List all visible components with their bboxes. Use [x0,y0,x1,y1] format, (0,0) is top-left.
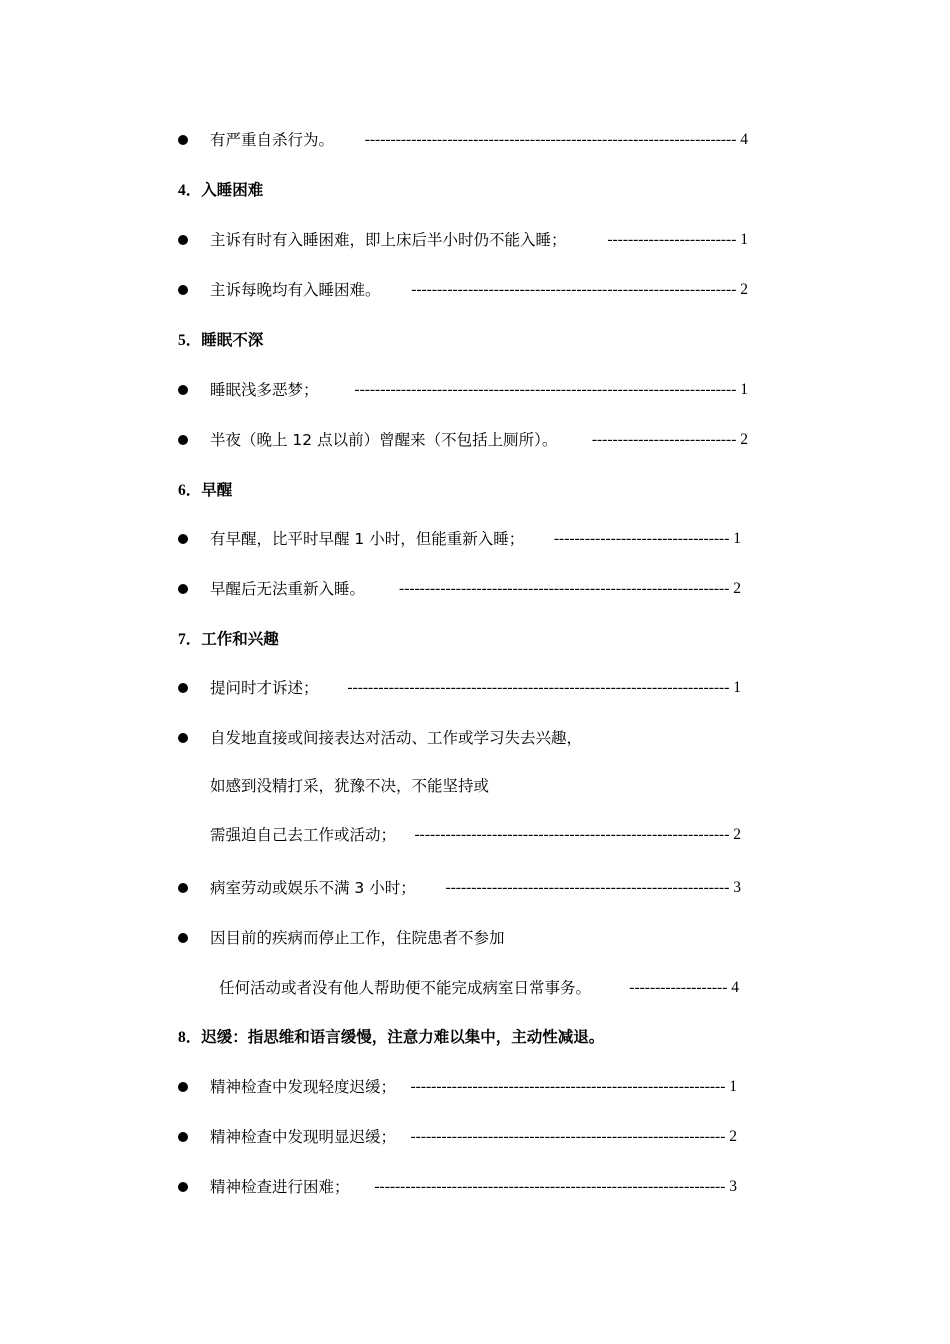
section-heading [0,328,950,352]
section-number: 5． [178,332,202,349]
item-score [365,128,748,152]
section-heading [0,178,950,202]
dash-leader: -------------------------------------------------------------------- [374,1178,726,1195]
score-value: 4 [731,979,739,996]
list-item [0,1175,950,1199]
dash-leader: -------------------------------------------------------------------------- [347,679,730,696]
bullet-icon [178,385,188,395]
list-item [0,774,950,798]
bullet-icon [178,435,188,445]
list-item [0,676,950,700]
item-text: 主诉有时有入睡困难，即上床后半小时仍不能入睡； [210,231,567,249]
item-text: 精神检查中发现轻度迟缓； [210,1078,397,1096]
section-number: 6． [178,482,202,499]
list-item [0,1075,950,1099]
item-text: 主诉每晚均有入睡困难。 [210,281,381,299]
dash-leader: --------------------------------------------------------------- [411,281,737,298]
item-text: 半夜（晚上 12 点以前）曾醒来（不包括上厕所）。 [210,431,558,449]
list-item [0,428,950,452]
dash-leader: ------------------------------------------------------------- [410,1078,726,1095]
list-item [0,228,950,252]
score-value: 1 [733,679,741,696]
item-score [399,577,741,601]
score-value: 2 [733,580,741,597]
section-number: 8． [178,1029,202,1046]
dash-leader: ------------------------------------------------------------- [414,826,730,843]
list-item [0,577,950,601]
item-text: 任何活动或者没有他人帮助便不能完成病室日常事务。 [219,979,592,997]
bullet-icon [178,285,188,295]
list-item [0,726,950,750]
score-value: 1 [740,381,748,398]
item-score [374,1175,737,1199]
list-item [0,278,950,302]
section-number: 7． [178,631,202,648]
item-text: 精神检查中发现明显迟缓； [210,1128,397,1146]
section-title: 工作和兴趣 [201,630,279,648]
item-text: 早醒后无法重新入睡。 [210,580,366,598]
score-value: 2 [733,826,741,843]
dash-leader: ------------------------------------------------------------- [410,1128,726,1145]
bullet-icon [178,1082,188,1092]
item-score [411,1125,737,1149]
section-title: 迟缓：指思维和语言缓慢，注意力难以集中，主动性减退。 [201,1028,605,1046]
list-item [0,876,950,900]
section-title: 早醒 [201,481,233,499]
list-item [0,823,950,847]
dash-leader: ------------------------------------------------------- [445,879,730,896]
item-score [411,278,748,302]
item-score [592,428,748,452]
item-score [445,876,741,900]
section-heading [0,478,950,502]
bullet-icon [178,883,188,893]
bullet-icon [178,584,188,594]
dash-leader: -------------------------------------------------------------------------- [354,381,737,398]
item-score [554,527,741,551]
item-text: 因目前的疾病而停止工作，住院患者不参加 [210,929,505,947]
score-value: 2 [729,1128,737,1145]
item-text: 如感到没精打采，犹豫不决，不能坚持或 [210,777,490,795]
item-text: 有早醒，比平时早醒 1 小时，但能重新入睡； [210,530,525,548]
item-score [607,228,748,252]
list-item [0,128,950,152]
score-value: 1 [729,1078,737,1095]
list-item [0,378,950,402]
score-value: 3 [733,879,741,896]
bullet-icon [178,1182,188,1192]
item-text: 有严重自杀行为。 [210,131,335,149]
bullet-icon [178,1132,188,1142]
score-value: 2 [740,281,748,298]
dash-leader: ---------------------------------- [553,530,730,547]
score-value: 1 [740,231,748,248]
score-value: 4 [740,131,748,148]
list-item [0,926,950,950]
score-value: 3 [729,1178,737,1195]
section-heading-text [178,178,263,203]
section-heading [0,627,950,651]
section-title: 入睡困难 [201,181,264,199]
list-item [0,976,950,1000]
item-text: 睡眠浅多恶梦； [210,381,319,399]
bullet-icon [178,733,188,743]
score-value: 2 [740,431,748,448]
item-text: 自发地直接或间接表达对活动、工作或学习失去兴趣， [210,729,583,747]
section-heading-text [178,328,263,353]
score-value: 1 [733,530,741,547]
section-heading [0,1025,950,1049]
bullet-icon [178,683,188,693]
dash-leader: ---------------------------- [591,431,737,448]
item-score [629,976,739,1000]
list-item [0,1125,950,1149]
bullet-icon [178,933,188,943]
dash-leader: ------------------------- [607,231,737,248]
dash-leader: ------------------- [629,979,728,996]
section-title: 睡眠不深 [201,331,264,349]
bullet-icon [178,235,188,245]
bullet-icon [178,534,188,544]
dash-leader: ---------------------------------------------------------------- [399,580,730,597]
item-score [354,378,748,402]
item-text: 精神检查进行困难； [210,1178,350,1196]
item-score [347,676,741,700]
list-item [0,527,950,551]
section-heading-text [178,478,232,503]
item-score [411,1075,737,1099]
bullet-icon [178,135,188,145]
section-heading-text [178,627,279,652]
item-score [415,823,741,847]
item-text: 病室劳动或娱乐不满 3 小时； [210,879,416,897]
item-text: 提问时才诉述； [210,679,319,697]
section-heading-text [178,1025,604,1050]
dash-leader: ------------------------------------------------------------------------ [364,131,737,148]
section-number: 4． [178,182,202,199]
item-text: 需强迫自己去工作或活动； [210,826,397,844]
